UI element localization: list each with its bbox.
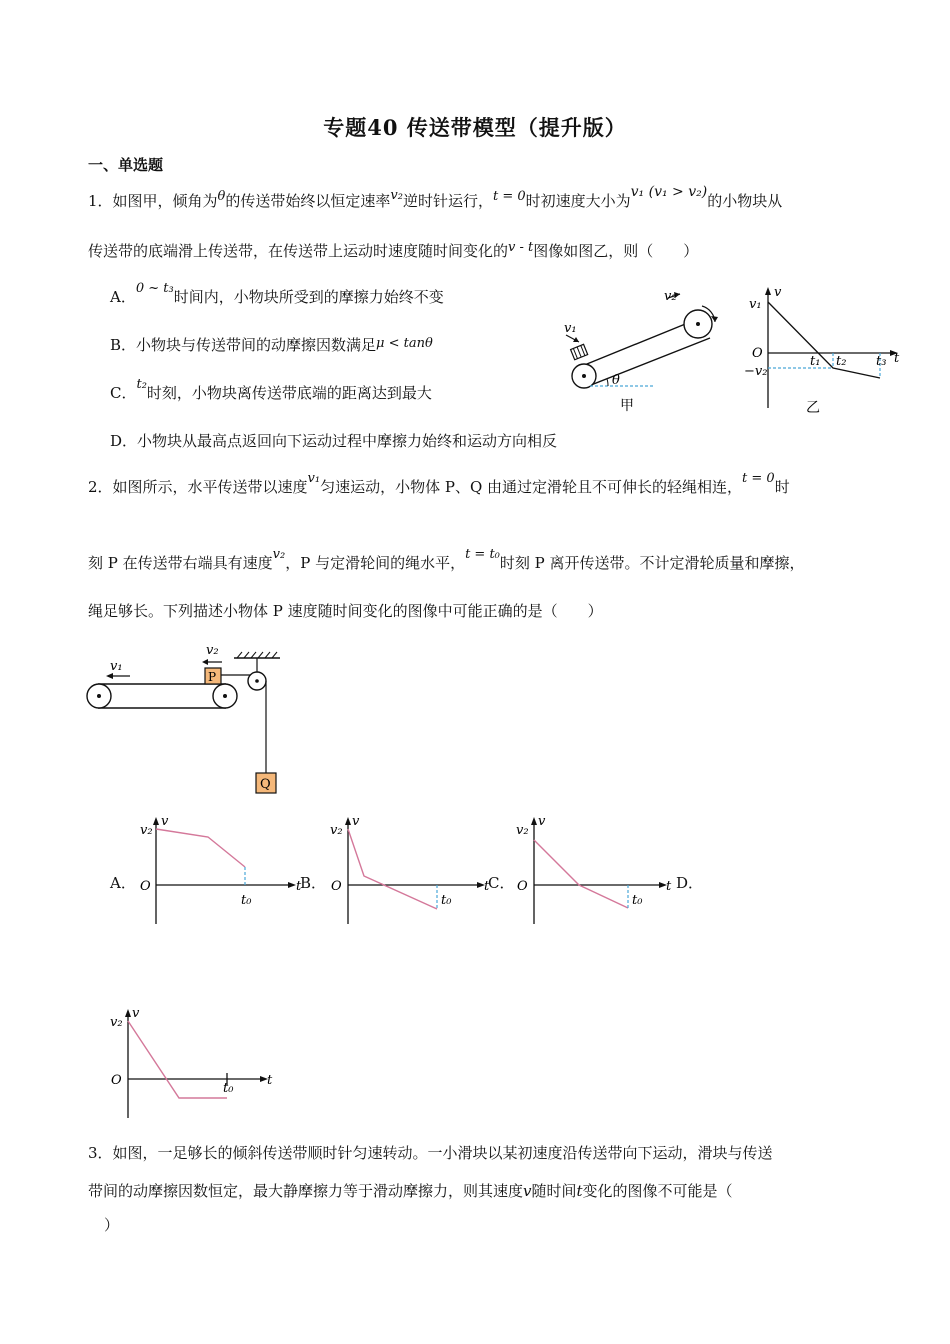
svg-text:P: P	[208, 670, 217, 684]
svg-text:t: t	[894, 351, 900, 366]
svg-text:v: v	[161, 814, 169, 829]
q2-line-3: 绳足够长。下列描述小物体 P 速度随时间变化的图像中可能正确的是（ ）	[88, 602, 603, 620]
svg-text:O: O	[140, 879, 151, 894]
q2-option-a[interactable]: A．	[110, 874, 136, 892]
yi-caption: 乙	[806, 400, 820, 416]
svg-text:t₀: t₀	[241, 893, 252, 908]
svg-text:t₁: t₁	[810, 354, 821, 369]
graph-a	[136, 812, 306, 930]
pulley-conveyor-figure	[84, 640, 288, 800]
q1-line-2: 传送带的底端滑上传送带，在传送带上运动时速度随时间变化的v - t图像如图乙，则（ ）	[88, 240, 699, 260]
q1-line-1: 1．如图甲，倾角为θ的传送带始终以恒定速率v₂逆时针运行，t = 0时初速度大小为v₁ (v₁ > v₂)的小物块从	[88, 184, 783, 210]
svg-text:v₁: v₁	[110, 659, 123, 674]
jia-v2-label: v₂	[664, 289, 677, 304]
svg-text:v₂: v₂	[516, 823, 529, 838]
vt-graph-yi	[744, 284, 910, 418]
svg-text:v: v	[132, 1006, 140, 1021]
theta-symbol: θ	[217, 189, 226, 204]
conveyor-incline-figure	[560, 286, 740, 418]
graph-c	[514, 812, 676, 930]
svg-text:O: O	[331, 879, 342, 894]
svg-text:Q: Q	[260, 777, 271, 792]
q1-option-d[interactable]: D．小物块从最高点返回向下运动过程中摩擦力始终和运动方向相反	[110, 432, 558, 450]
page-title: 专题40 传送带模型（提升版）	[323, 115, 627, 140]
svg-text:v₂: v₂	[140, 823, 153, 838]
graph-d	[108, 1004, 278, 1122]
svg-text:t: t	[484, 879, 490, 894]
svg-text:v₂: v₂	[206, 643, 219, 658]
jia-caption: 甲	[620, 398, 634, 414]
svg-text:t: t	[267, 1073, 273, 1088]
q2-option-d[interactable]: D．	[676, 874, 704, 892]
t0-symbol: t = 0	[492, 189, 526, 204]
svg-text:t₃: t₃	[876, 354, 887, 369]
q3-line-3: ）	[104, 1216, 120, 1234]
svg-text:v₁: v₁	[749, 297, 762, 312]
q1-option-b[interactable]: B．小物块与传送带间的动摩擦因数满足μ < tanθ	[110, 336, 433, 354]
section-heading: 一、单选题	[88, 156, 164, 174]
svg-text:v₂: v₂	[330, 823, 343, 838]
svg-text:−v₂: −v₂	[744, 364, 768, 379]
q1-option-a[interactable]: A．0 ~ t₃时间内，小物块所受到的摩擦力始终不变	[110, 281, 444, 306]
svg-text:t₀: t₀	[441, 893, 452, 908]
graph-b	[328, 812, 494, 930]
q2-line-1: 2．如图所示，水平传送带以速度v₁匀速运动，小物体 P、Q 由通过定滑轮且不可伸长的轻绳相连，t = 0时	[88, 471, 790, 496]
q2-line-2: 刻 P 在传送带右端具有速度v₂，P 与定滑轮间的绳水平，t = t₀时刻 P 离开传送带。不计定滑轮质量和摩擦，	[88, 547, 805, 572]
svg-text:v: v	[774, 285, 782, 300]
svg-text:t: t	[666, 879, 672, 894]
svg-text:t₂: t₂	[836, 354, 847, 369]
v1-condition: v₁ (v₁ > v₂)	[630, 184, 708, 200]
svg-text:v: v	[538, 814, 546, 829]
q3-line-2: 带间的动摩擦因数恒定，最大静摩擦力等于滑动摩擦力，则其速度v随时间t变化的图像不可能是（	[88, 1182, 733, 1200]
svg-text:t₀: t₀	[632, 893, 643, 908]
q2-option-c[interactable]: C．	[488, 874, 515, 892]
svg-text:t₀: t₀	[223, 1081, 234, 1096]
svg-text:t: t	[296, 879, 302, 894]
q2-option-b[interactable]: B．	[300, 874, 327, 892]
svg-text:v: v	[352, 814, 360, 829]
jia-theta-label: θ	[612, 373, 620, 388]
q1-option-c[interactable]: C．t₂时刻，小物块离传送带底端的距离达到最大	[110, 377, 432, 402]
jia-v1-label: v₁	[564, 321, 577, 336]
vt-symbol: v - t	[508, 240, 534, 255]
svg-text:O: O	[517, 879, 528, 894]
v2-symbol: v₂	[390, 188, 403, 203]
svg-text:O: O	[752, 346, 763, 361]
svg-text:v₂: v₂	[110, 1015, 123, 1030]
svg-text:O: O	[111, 1073, 122, 1088]
q3-line-1: 3．如图，一足够长的倾斜传送带顺时针匀速转动。一小滑块以某初速度沿传送带向下运动，滑块与传送	[88, 1144, 773, 1162]
